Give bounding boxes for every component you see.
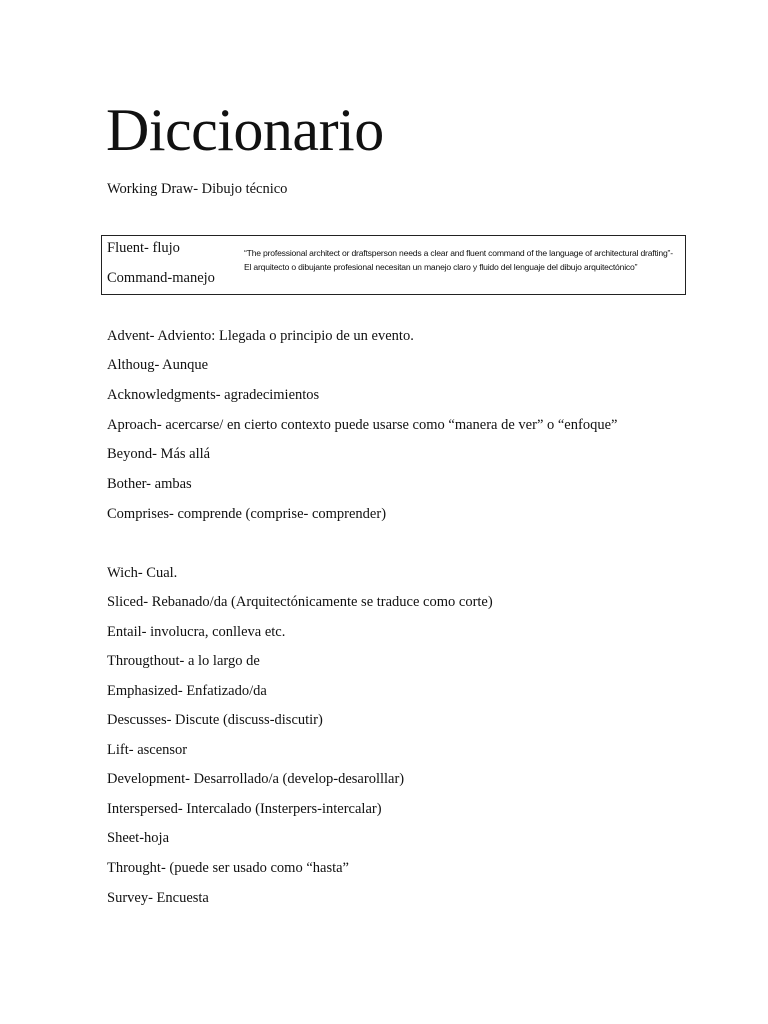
list-item: Beyond- Más allá bbox=[107, 446, 211, 462]
list-item: Development- Desarrollado/a (develop-desarolllar) bbox=[107, 771, 405, 787]
list-item: Aproach- acercarse/ en cierto contexto puede usarse como “manera de ver” o “enfoque” bbox=[107, 417, 618, 433]
term-fluent: Fluent- flujo bbox=[107, 240, 180, 256]
list-item: Lift- ascensor bbox=[107, 742, 188, 758]
quote-text: “The professional architect or draftsperson needs a clear and fluent command of the language of architectural drafting”- El arquitecto o dibujante profesional necesitan un manejo claro y fluido del lenguaje del dibujo arquitectónico” bbox=[244, 248, 673, 272]
list-item: Bother- ambas bbox=[107, 476, 192, 492]
list-item: Throught- (puede ser usado como “hasta” bbox=[107, 860, 349, 876]
page-title: Diccionario bbox=[106, 97, 384, 163]
list-item: Advent- Adviento: Llegada o principio de un evento. bbox=[107, 328, 414, 344]
list-item: Emphasized- Enfatizado/da bbox=[107, 683, 267, 699]
term-command: Command-manejo bbox=[107, 270, 215, 286]
list-item: Sliced- Rebanado/da (Arquitectónicamente se traduce como corte) bbox=[107, 594, 493, 610]
list-item: Sheet-hoja bbox=[107, 830, 170, 846]
list-item: Comprises- comprende (comprise- comprender) bbox=[107, 506, 387, 522]
quote-box bbox=[101, 235, 686, 295]
list-item: Acknowledgments- agradecimientos bbox=[107, 387, 320, 403]
list-item: Interspersed- Intercalado (Insterpers-intercalar) bbox=[107, 801, 382, 817]
list-item: Wich- Cual. bbox=[107, 565, 178, 581]
list-item: Entail- involucra, conlleva etc. bbox=[107, 624, 286, 640]
list-item: Througthout- a lo largo de bbox=[107, 653, 260, 669]
subtitle-entry: Working Draw- Dibujo técnico bbox=[107, 181, 288, 197]
list-item: Althoug- Aunque bbox=[107, 357, 209, 373]
list-item: Descusses- Discute (discuss-discutir) bbox=[107, 712, 323, 728]
list-item: Survey- Encuesta bbox=[107, 890, 209, 906]
